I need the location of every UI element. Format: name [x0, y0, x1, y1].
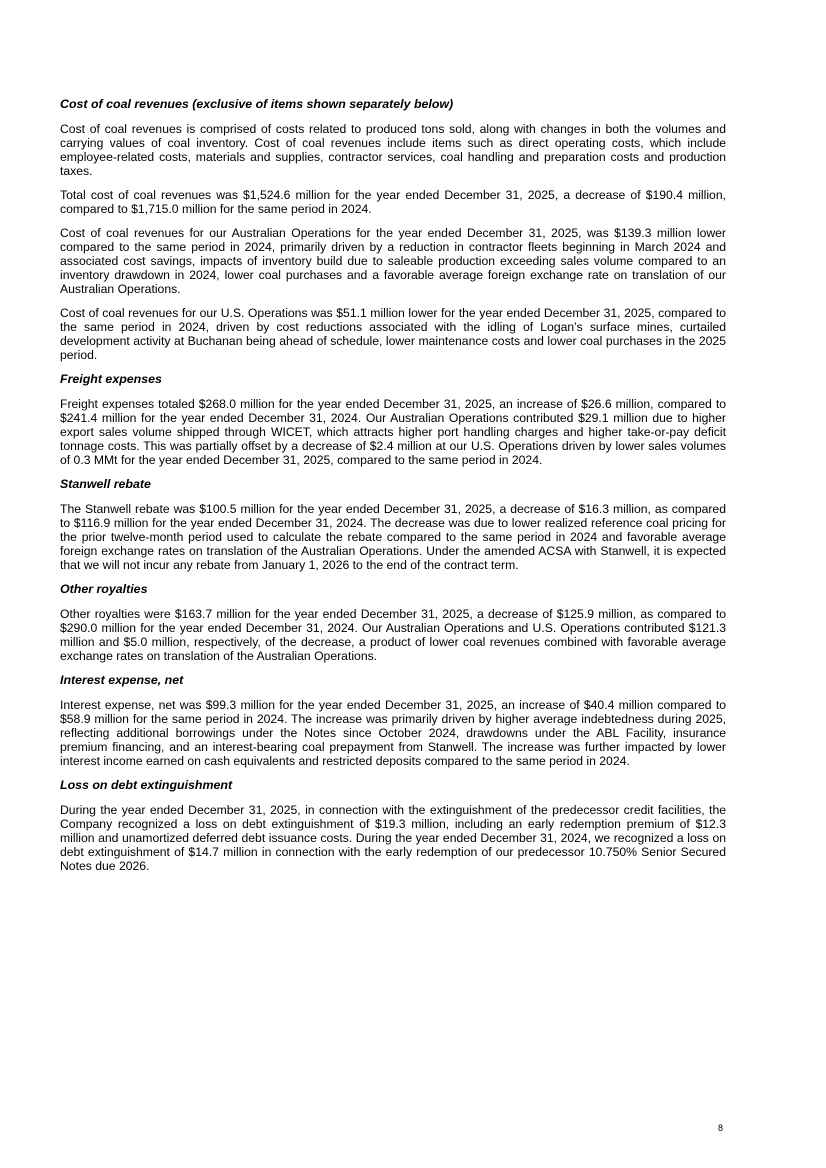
section-heading: Interest expense, net: [60, 673, 184, 687]
section-heading: Other royalties: [60, 582, 148, 596]
paragraph: Cost of coal revenues for our U.S. Operations was $51.1 million lower for the year ended December 31, 2025, compared to the same period in 2024, driven by cost reductions associated with the idling of Logan’s surface mines, curtailed development activity at Buchanan being ahead of schedule, lower maintenance costs and lower coal purchases in the 2025 period.: [60, 306, 726, 362]
section-cost-of-coal-revenues: [60, 97, 726, 362]
section-stanwell-rebate: [60, 477, 726, 572]
section-heading: Loss on debt extinguishment: [60, 778, 233, 792]
section-interest-expense: [60, 673, 726, 768]
section-freight-expenses: [60, 372, 726, 467]
section-heading: Stanwell rebate: [60, 477, 151, 491]
paragraph: Interest expense, net was $99.3 million for the year ended December 31, 2025, an increase of $40.4 million compared to $58.9 million for the same period in 2024. The increase was primarily driven by higher average indebtedness during 2025, reflecting additional borrowings under the Notes since October 2024, drawdowns under the ABL Facility, insurance premium financing, and an interest-bearing coal prepayment from Stanwell. The increase was further impacted by lower interest income earned on cash equivalents and restricted deposits compared to the same period in 2024.: [60, 698, 726, 768]
page-number: 8: [718, 1123, 724, 1133]
paragraph: Other royalties were $163.7 million for the year ended December 31, 2025, a decrease of $125.9 million, as compared to $290.0 million for the year ended December 31, 2024. Our Australian Operations and U.S. Operations contributed $121.3 million and $5.0 million, respectively, of the decrease, a product of lower coal revenues combined with favorable average exchange rates on translation of the Australian Operations.: [60, 607, 726, 663]
section-loss-on-debt-extinguishment: [60, 778, 726, 873]
paragraph: Cost of coal revenues is comprised of costs related to produced tons sold, along with changes in both the volumes and carrying values of coal inventory. Cost of coal revenues include items such as direct operating costs, which include employee-related costs, materials and supplies, contractor services, coal handling and preparation costs and production taxes.: [60, 122, 726, 178]
section-other-royalties: [60, 582, 726, 663]
document-page: [60, 97, 726, 883]
paragraph: Cost of coal revenues for our Australian Operations for the year ended December 31, 2025, was $139.3 million lower compared to the same period in 2024, primarily driven by a reduction in contractor fleets beginning in March 2024 and associated cost savings, impacts of inventory build due to saleable production exceeding sales volume compared to an inventory drawdown in 2024, lower coal purchases and a favorable average foreign exchange rate on translation of our Australian Operations.: [60, 226, 726, 296]
section-heading: Cost of coal revenues (exclusive of items shown separately below): [60, 97, 454, 111]
paragraph: The Stanwell rebate was $100.5 million for the year ended December 31, 2025, a decrease of $16.3 million, as compared to $116.9 million for the year ended December 31, 2024. The decrease was due to lower realized reference coal pricing for the prior twelve-month period used to calculate the rebate compared to the same period in 2024 and favorable average foreign exchange rates on translation of the Australian Operations. Under the amended ACSA with Stanwell, it is expected that we will not incur any rebate from January 1, 2026 to the end of the contract term.: [60, 502, 726, 572]
section-heading: Freight expenses: [60, 372, 162, 386]
paragraph: During the year ended December 31, 2025, in connection with the extinguishment of the predecessor credit facilities, the Company recognized a loss on debt extinguishment of $19.3 million, including an early redemption premium of $12.3 million and unamortized deferred debt issuance costs. During the year ended December 31, 2024, we recognized a loss on debt extinguishment of $14.7 million in connection with the early redemption of our predecessor 10.750% Senior Secured Notes due 2026.: [60, 803, 726, 873]
paragraph: Freight expenses totaled $268.0 million for the year ended December 31, 2025, an increase of $26.6 million, compared to $241.4 million for the year ended December 31, 2024. Our Australian Operations contributed $29.1 million due to higher export sales volume shipped through WICET, which attracts higher port handling charges and higher take-or-pay deficit tonnage costs. This was partially offset by a decrease of $2.4 million at our U.S. Operations driven by lower sales volumes of 0.3 MMt for the year ended December 31, 2025, compared to the same period in 2024.: [60, 397, 726, 467]
paragraph: Total cost of coal revenues was $1,524.6 million for the year ended December 31, 2025, a decrease of $190.4 million, compared to $1,715.0 million for the same period in 2024.: [60, 188, 726, 216]
